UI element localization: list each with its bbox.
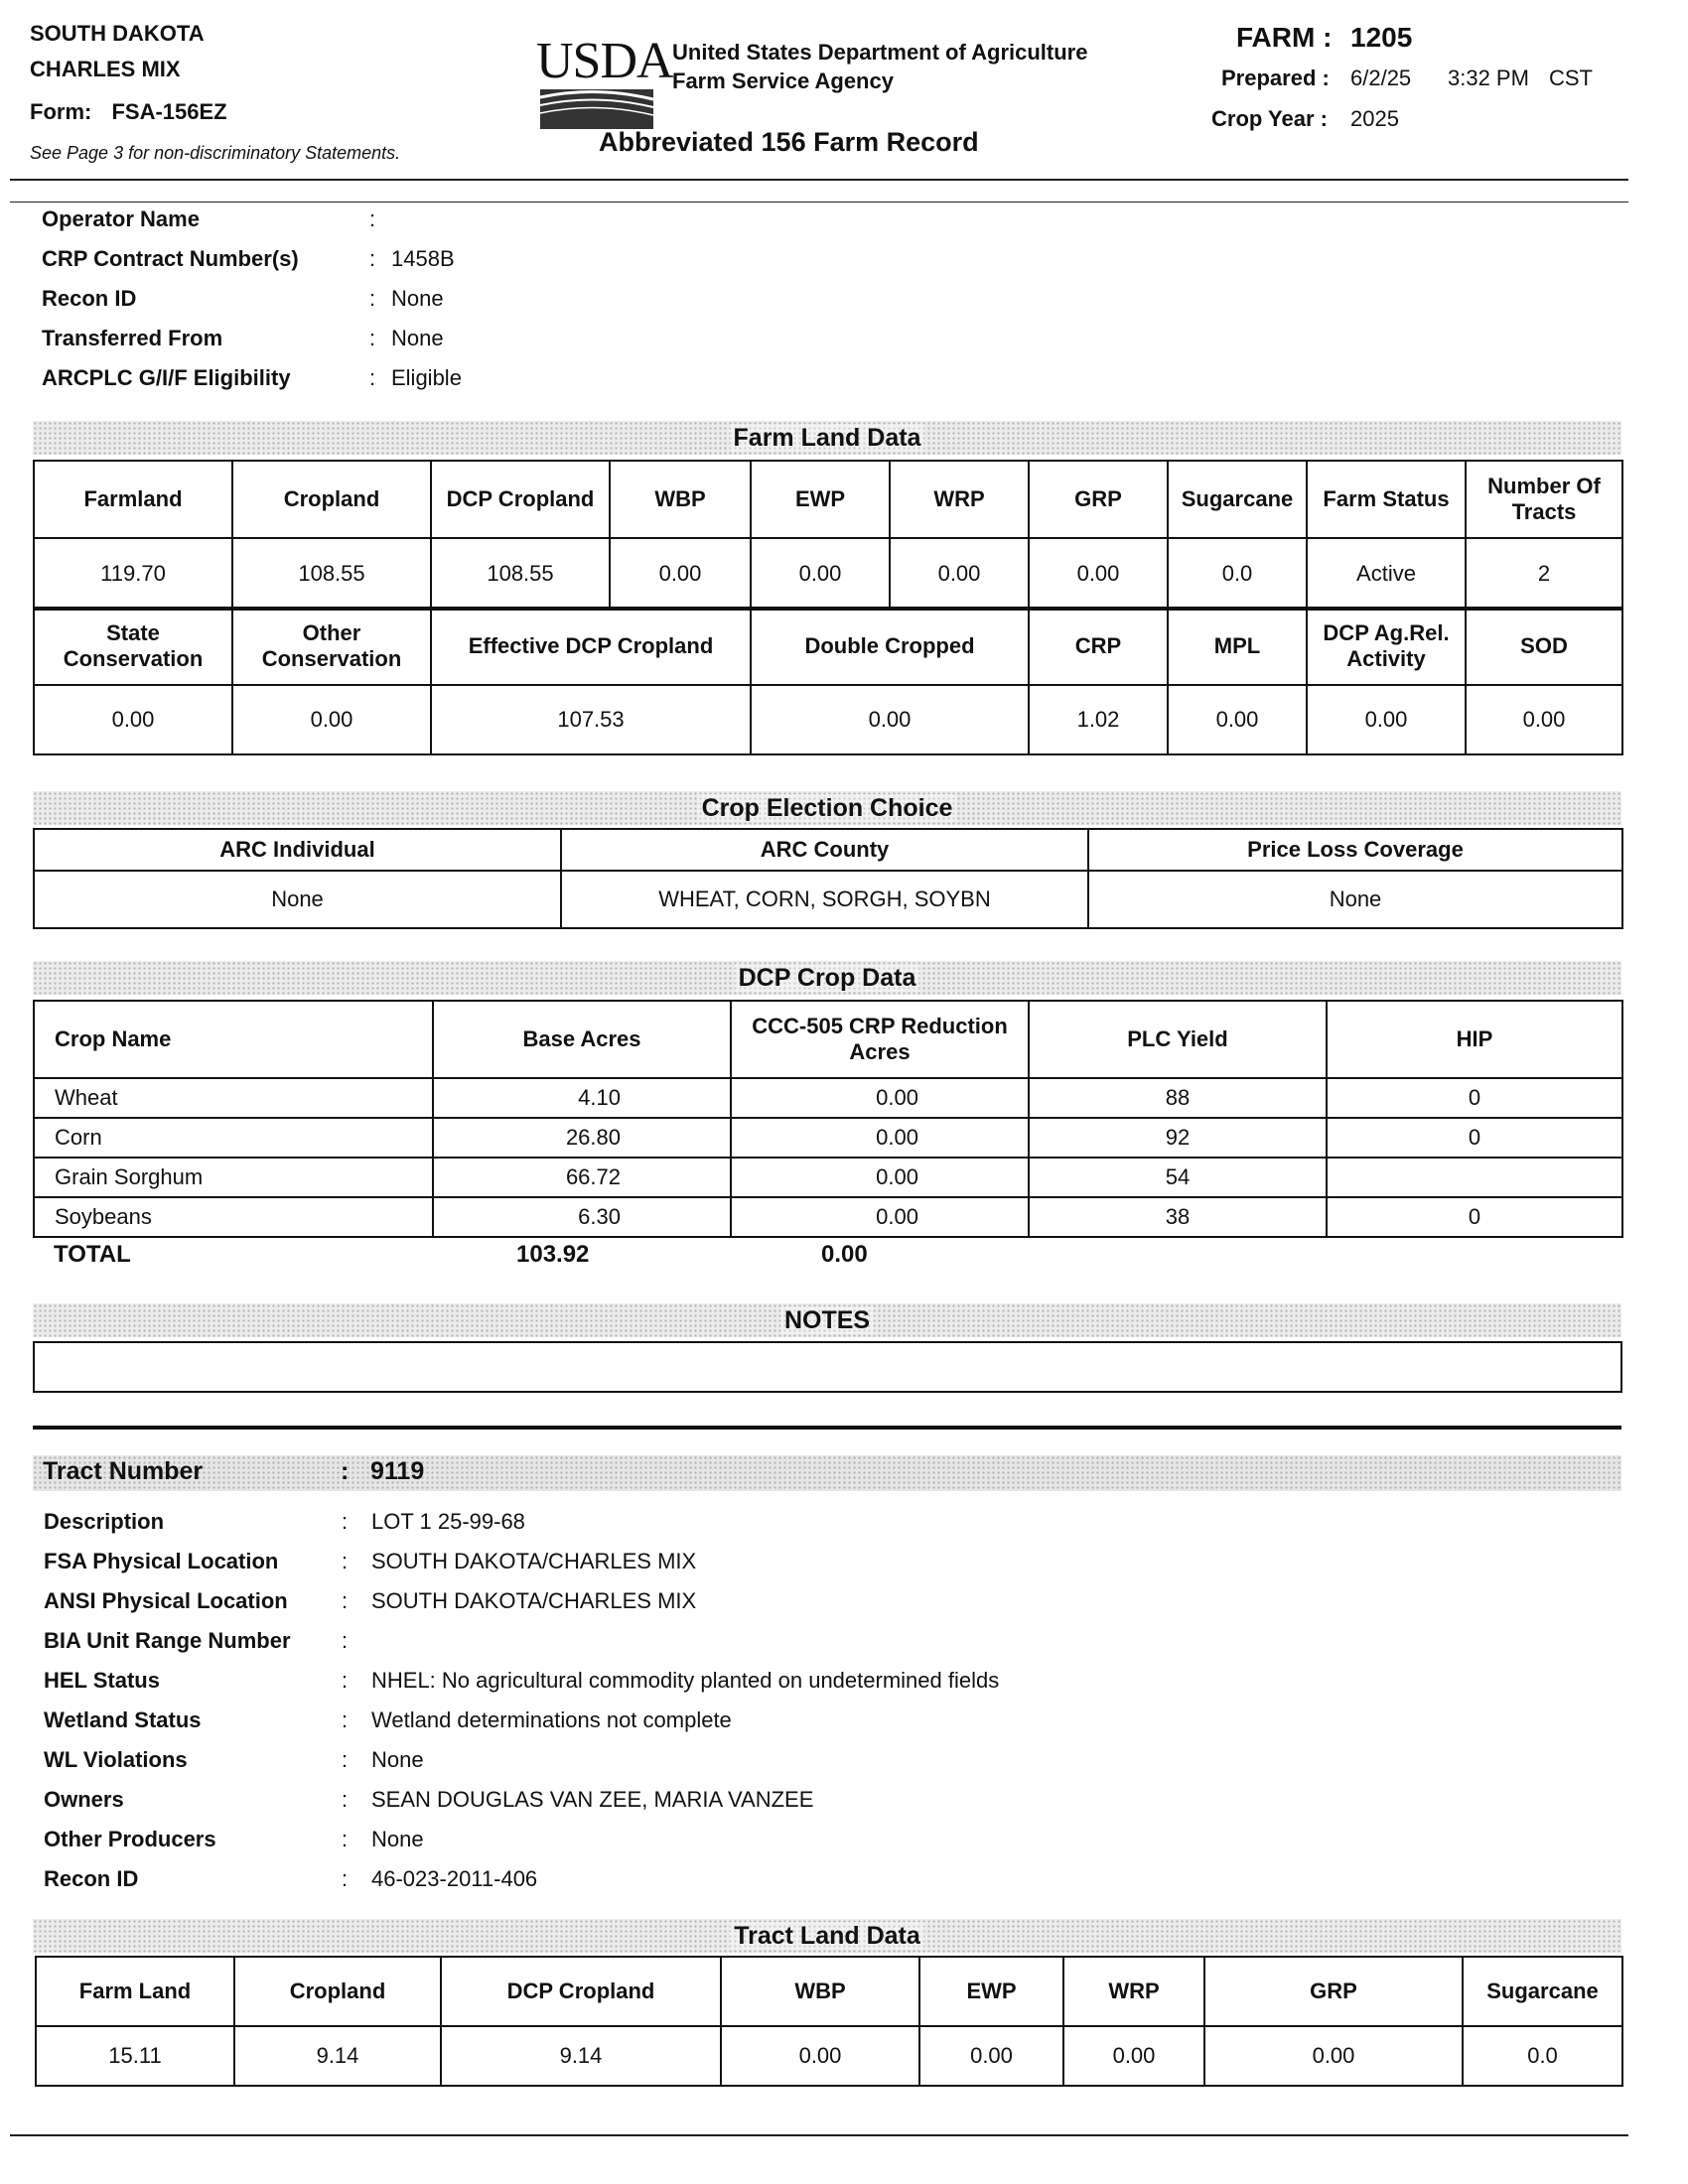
header-ewp: EWP bbox=[751, 461, 890, 538]
value-cropland: 108.55 bbox=[232, 538, 431, 610]
hip: 0 bbox=[1327, 1118, 1622, 1158]
colon: : bbox=[342, 1787, 349, 1812]
header-hip: HIP bbox=[1327, 1001, 1622, 1078]
colon: : bbox=[342, 1827, 349, 1851]
hel-status-label: HEL Status bbox=[44, 1668, 160, 1693]
farm-land-band bbox=[33, 421, 1621, 455]
value-sugarcane: 0.0 bbox=[1168, 538, 1307, 610]
colon: : bbox=[369, 246, 376, 271]
value-wrp: 0.00 bbox=[890, 538, 1029, 610]
value-tract-grp: 0.00 bbox=[1204, 2026, 1463, 2086]
value-grp: 0.00 bbox=[1029, 538, 1168, 610]
description-label: Description bbox=[44, 1509, 165, 1534]
value-tract-ewp: 0.00 bbox=[919, 2026, 1063, 2086]
colon: : bbox=[341, 1457, 350, 1485]
value-tract-cropland: 9.14 bbox=[234, 2026, 441, 2086]
state-name: SOUTH DAKOTA bbox=[30, 21, 205, 46]
notes-band bbox=[33, 1303, 1621, 1337]
hip: 0 bbox=[1327, 1197, 1622, 1237]
other-producers-value: None bbox=[371, 1827, 424, 1851]
tract-number-label: Tract Number bbox=[43, 1457, 204, 1485]
county-name: CHARLES MIX bbox=[30, 57, 181, 81]
wetland-status-value: Wetland determinations not complete bbox=[371, 1707, 732, 1732]
plc-yield: 92 bbox=[1029, 1118, 1327, 1158]
value-price-loss-coverage: None bbox=[1088, 871, 1622, 928]
header-tract-farm-land: Farm Land bbox=[36, 1957, 234, 2026]
wl-violations-value: None bbox=[371, 1747, 424, 1772]
base-acres: 4.10 bbox=[433, 1078, 731, 1118]
colon: : bbox=[369, 365, 376, 390]
crp-reduction-acres: 0.00 bbox=[731, 1118, 1029, 1158]
header-other-conservation: Other Conservation bbox=[232, 608, 431, 685]
header-sugarcane: Sugarcane bbox=[1168, 461, 1307, 538]
header-plc-yield: PLC Yield bbox=[1029, 1001, 1327, 1078]
table-row bbox=[34, 1078, 1622, 1118]
form-label: Form: bbox=[30, 99, 92, 124]
value-dcp-cropland: 108.55 bbox=[431, 538, 610, 610]
hip: 0 bbox=[1327, 1078, 1622, 1118]
crop-election-title: Crop Election Choice bbox=[698, 794, 957, 822]
wl-violations-label: WL Violations bbox=[44, 1747, 188, 1772]
owners-value: SEAN DOUGLAS VAN ZEE, MARIA VANZEE bbox=[371, 1787, 814, 1812]
header-sod: SOD bbox=[1466, 608, 1622, 685]
crp-contract-value: 1458B bbox=[391, 246, 455, 271]
crop-name: Soybeans bbox=[34, 1197, 433, 1237]
header-wbp: WBP bbox=[610, 461, 751, 538]
header-tract-dcp-cropland: DCP Cropland bbox=[441, 1957, 721, 2026]
dept-line1: United States Department of Agriculture bbox=[672, 40, 1088, 65]
fsa-location-value: SOUTH DAKOTA/CHARLES MIX bbox=[371, 1549, 697, 1573]
transferred-from-label: Transferred From bbox=[42, 326, 223, 350]
value-sod: 0.00 bbox=[1466, 685, 1622, 754]
header-tract-ewp: EWP bbox=[919, 1957, 1063, 2026]
prepared-label: Prepared : bbox=[1221, 66, 1330, 90]
header-crp: CRP bbox=[1029, 608, 1168, 685]
crop-name: Wheat bbox=[34, 1078, 433, 1118]
value-tract-dcp-cropland: 9.14 bbox=[441, 2026, 721, 2086]
tract-land-band bbox=[33, 1919, 1621, 1953]
nondiscrimination-note: See Page 3 for non-discriminatory Statements. bbox=[30, 143, 401, 163]
colon: : bbox=[369, 286, 376, 311]
record-title: Abbreviated 156 Farm Record bbox=[599, 127, 979, 157]
plc-yield: 54 bbox=[1029, 1158, 1327, 1197]
farm-land-title: Farm Land Data bbox=[730, 424, 925, 452]
tract-recon-id-label: Recon ID bbox=[44, 1866, 139, 1891]
header-dcp-cropland: DCP Cropland bbox=[431, 461, 610, 538]
ansi-location-value: SOUTH DAKOTA/CHARLES MIX bbox=[371, 1588, 697, 1613]
value-mpl: 0.00 bbox=[1168, 685, 1307, 754]
farm-label: FARM : bbox=[1236, 22, 1333, 53]
header-crp-reduction-acres: CCC-505 CRP Reduction Acres bbox=[731, 1001, 1029, 1078]
value-farm-status: Active bbox=[1307, 538, 1466, 610]
farm-land-table-2 bbox=[33, 607, 1623, 755]
usda-hills-icon bbox=[536, 87, 655, 131]
header-tract-sugarcane: Sugarcane bbox=[1463, 1957, 1622, 2026]
header-base-acres: Base Acres bbox=[433, 1001, 731, 1078]
arcplc-eligibility-label: ARCPLC G/I/F Eligibility bbox=[42, 365, 291, 390]
tract-recon-id-value: 46-023-2011-406 bbox=[371, 1866, 538, 1891]
crp-reduction-acres: 0.00 bbox=[731, 1197, 1029, 1237]
department-name bbox=[672, 38, 1087, 95]
farm-number: 1205 bbox=[1350, 22, 1413, 53]
header-arc-county: ARC County bbox=[561, 829, 1088, 871]
tract-number-value: 9119 bbox=[370, 1457, 425, 1485]
value-tract-wrp: 0.00 bbox=[1063, 2026, 1204, 2086]
notes-title: NOTES bbox=[780, 1306, 874, 1334]
colon: : bbox=[369, 326, 376, 350]
dcp-crop-title: DCP Crop Data bbox=[735, 964, 920, 992]
header-rule-bottom bbox=[10, 202, 1628, 203]
header-tract-wrp: WRP bbox=[1063, 1957, 1204, 2026]
owners-label: Owners bbox=[44, 1787, 124, 1812]
value-tract-sugarcane: 0.0 bbox=[1463, 2026, 1622, 2086]
dcp-crop-table bbox=[33, 1000, 1623, 1238]
prepared-date: 6/2/25 bbox=[1350, 66, 1412, 90]
value-crp: 1.02 bbox=[1029, 685, 1168, 754]
wetland-status-label: Wetland Status bbox=[44, 1707, 202, 1732]
ansi-location-label: ANSI Physical Location bbox=[44, 1588, 288, 1613]
operator-name-label: Operator Name bbox=[42, 206, 200, 231]
base-acres: 66.72 bbox=[433, 1158, 731, 1197]
colon: : bbox=[342, 1628, 349, 1653]
header-tract-grp: GRP bbox=[1204, 1957, 1463, 2026]
value-arc-county: WHEAT, CORN, SORGH, SOYBN bbox=[561, 871, 1088, 928]
plc-yield: 88 bbox=[1029, 1078, 1327, 1118]
tract-land-table bbox=[35, 1956, 1623, 2087]
value-ewp: 0.00 bbox=[751, 538, 890, 610]
base-acres: 26.80 bbox=[433, 1118, 731, 1158]
header-rule-top bbox=[10, 179, 1628, 181]
value-state-conservation: 0.00 bbox=[34, 685, 232, 754]
table-row bbox=[34, 1118, 1622, 1158]
crp-reduction-acres: 0.00 bbox=[731, 1158, 1029, 1197]
colon: : bbox=[342, 1866, 349, 1891]
value-tract-wbp: 0.00 bbox=[721, 2026, 919, 2086]
crp-reduction-acres: 0.00 bbox=[731, 1078, 1029, 1118]
header-cropland: Cropland bbox=[232, 461, 431, 538]
crp-contract-label: CRP Contract Number(s) bbox=[42, 246, 299, 271]
dcp-crop-band bbox=[33, 961, 1621, 995]
farm-land-table-1 bbox=[33, 460, 1623, 611]
table-row bbox=[34, 1197, 1622, 1237]
crop-election-table bbox=[33, 828, 1623, 929]
colon: : bbox=[342, 1747, 349, 1772]
table-row bbox=[34, 1158, 1622, 1197]
colon: : bbox=[369, 206, 376, 231]
header-farmland: Farmland bbox=[34, 461, 232, 538]
value-tract-farm-land: 15.11 bbox=[36, 2026, 234, 2086]
value-wbp: 0.00 bbox=[610, 538, 751, 610]
header-number-of-tracts: Number Of Tracts bbox=[1466, 461, 1622, 538]
colon: : bbox=[342, 1707, 349, 1732]
colon: : bbox=[342, 1549, 349, 1573]
header-mpl: MPL bbox=[1168, 608, 1307, 685]
dept-line2: Farm Service Agency bbox=[672, 68, 894, 93]
prepared-time: 3:32 PM bbox=[1448, 66, 1529, 90]
tract-number-band bbox=[33, 1455, 1621, 1491]
value-arc-individual: None bbox=[34, 871, 561, 928]
operator-section bbox=[42, 204, 1035, 402]
header-effective-dcp-cropland: Effective DCP Cropland bbox=[431, 608, 751, 685]
header-arc-individual: ARC Individual bbox=[34, 829, 561, 871]
colon: : bbox=[342, 1588, 349, 1613]
crop-name: Grain Sorghum bbox=[34, 1158, 433, 1197]
section-divider bbox=[33, 1426, 1621, 1430]
header-state-conservation: State Conservation bbox=[34, 608, 232, 685]
value-dcp-ag-rel-activity: 0.00 bbox=[1307, 685, 1466, 754]
crop-year-label: Crop Year : bbox=[1211, 106, 1328, 131]
arcplc-eligibility-value: Eligible bbox=[391, 365, 462, 390]
value-farmland: 119.70 bbox=[34, 538, 232, 610]
hel-status-value: NHEL: No agricultural commodity planted on undetermined fields bbox=[371, 1668, 1000, 1693]
header-grp: GRP bbox=[1029, 461, 1168, 538]
header-crop-name: Crop Name bbox=[34, 1001, 433, 1078]
header-dcp-ag-rel-activity: DCP Ag.Rel. Activity bbox=[1307, 608, 1466, 685]
recon-id-label: Recon ID bbox=[42, 286, 137, 311]
header-double-cropped: Double Cropped bbox=[751, 608, 1029, 685]
total-crp-reduction: 0.00 bbox=[821, 1241, 868, 1268]
total-label: TOTAL bbox=[54, 1241, 131, 1268]
prepared-timezone: CST bbox=[1549, 66, 1593, 90]
value-other-conservation: 0.00 bbox=[232, 685, 431, 754]
bia-unit-label: BIA Unit Range Number bbox=[44, 1628, 291, 1653]
header-wrp: WRP bbox=[890, 461, 1029, 538]
crop-year: 2025 bbox=[1350, 106, 1399, 131]
base-acres: 6.30 bbox=[433, 1197, 731, 1237]
other-producers-label: Other Producers bbox=[44, 1827, 216, 1851]
tract-land-title: Tract Land Data bbox=[730, 1922, 924, 1950]
tract-details bbox=[44, 1506, 1533, 1903]
header-price-loss-coverage: Price Loss Coverage bbox=[1088, 829, 1622, 871]
value-effective-dcp-cropland: 107.53 bbox=[431, 685, 751, 754]
usda-logo bbox=[536, 33, 673, 125]
plc-yield: 38 bbox=[1029, 1197, 1327, 1237]
transferred-from-value: None bbox=[391, 326, 444, 350]
footer-rule bbox=[10, 2134, 1628, 2136]
recon-id-value: None bbox=[391, 286, 444, 311]
hip bbox=[1327, 1158, 1622, 1197]
crop-name: Corn bbox=[34, 1118, 433, 1158]
notes-box bbox=[33, 1341, 1622, 1393]
value-number-of-tracts: 2 bbox=[1466, 538, 1622, 610]
header-tract-wbp: WBP bbox=[721, 1957, 919, 2026]
form-id bbox=[30, 99, 227, 125]
usda-logo-text: USDA bbox=[536, 33, 673, 89]
colon: : bbox=[342, 1509, 349, 1534]
colon: : bbox=[342, 1668, 349, 1693]
crop-election-band bbox=[33, 791, 1621, 825]
value-double-cropped: 0.00 bbox=[751, 685, 1029, 754]
description-value: LOT 1 25-99-68 bbox=[371, 1509, 525, 1534]
header-farm-status: Farm Status bbox=[1307, 461, 1466, 538]
header-tract-cropland: Cropland bbox=[234, 1957, 441, 2026]
form-value: FSA-156EZ bbox=[111, 99, 227, 124]
total-base-acres: 103.92 bbox=[516, 1241, 590, 1268]
fsa-location-label: FSA Physical Location bbox=[44, 1549, 279, 1573]
